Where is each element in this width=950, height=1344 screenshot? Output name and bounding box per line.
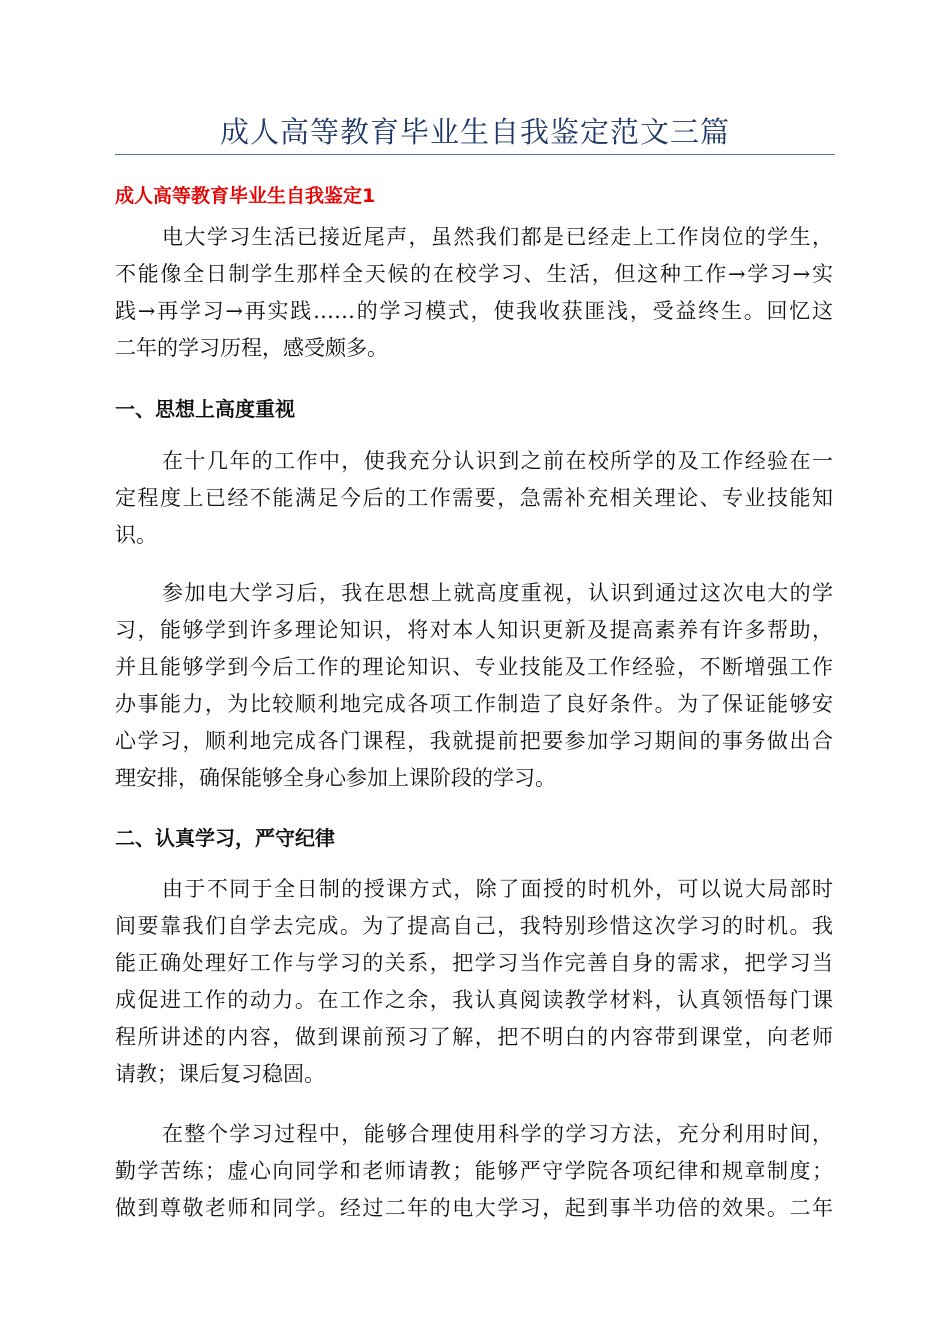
paragraph-line: 做到尊敬老师和同学。经过二年的电大学习，起到事半功倍的效果。二年 bbox=[115, 1196, 833, 1220]
paragraph-line: 请教；课后复习稳固。 bbox=[115, 1062, 325, 1086]
paragraph-line: 由于不同于全日制的授课方式，除了面授的时机外，可以说大局部时 bbox=[162, 877, 833, 901]
paragraph-line: 识。 bbox=[115, 523, 157, 547]
paragraph-line: 参加电大学习后，我在思想上就高度重视，认识到通过这次电大的学 bbox=[162, 581, 833, 605]
title-underline bbox=[115, 154, 835, 155]
heading-thought: 一、思想上高度重视 bbox=[115, 397, 295, 421]
paragraph-line: 程所讲述的内容，做到课前预习了解，把不明白的内容带到课堂，向老师 bbox=[115, 1025, 833, 1049]
intro-line: 二年的学习历程，感受颇多。 bbox=[115, 336, 388, 360]
paragraph-line: 成促进工作的动力。在工作之余，我认真阅读教学材料，认真领悟每门课 bbox=[115, 988, 833, 1012]
document-title: 成人高等教育毕业生自我鉴定范文三篇 bbox=[219, 115, 730, 149]
paragraph-line: 间要靠我们自学去完成。为了提高自己，我特别珍惜这次学习的时机。我 bbox=[115, 914, 833, 938]
paragraph-line: 在十几年的工作中，使我充分认识到之前在校所学的及工作经验在一 bbox=[162, 449, 833, 473]
intro-line: 电大学习生活已接近尾声，虽然我们都是已经走上工作岗位的学生， bbox=[162, 225, 833, 249]
intro-line: 践→再学习→再实践……的学习模式，使我收获匪浅，受益终生。回忆这 bbox=[115, 299, 833, 323]
paragraph-line: 勤学苦练；虚心向同学和老师请教；能够严守学院各项纪律和规章制度； bbox=[115, 1159, 833, 1183]
paragraph-line: 并且能够学到今后工作的理论知识、专业技能及工作经验，不断增强工作 bbox=[115, 655, 833, 679]
heading-study: 二、认真学习，严守纪律 bbox=[115, 826, 335, 850]
intro-line: 不能像全日制学生那样全天候的在校学习、生活，但这种工作→学习→实 bbox=[115, 262, 833, 286]
paragraph-line: 在整个学习过程中，能够合理使用科学的学习方法，充分利用时间， bbox=[162, 1122, 833, 1146]
paragraph-line: 心学习，顺利地完成各门课程，我就提前把要参加学习期间的事务做出合 bbox=[115, 729, 833, 753]
paragraph-line: 理安排，确保能够全身心参加上课阶段的学习。 bbox=[115, 766, 556, 790]
paragraph-line: 能正确处理好工作与学习的关系，把学习当作完善自身的需求，把学习当 bbox=[115, 951, 833, 975]
paragraph-line: 定程度上已经不能满足今后的工作需要，急需补充相关理论、专业技能知 bbox=[115, 486, 833, 510]
section-title: 成人高等教育毕业生自我鉴定1 bbox=[115, 185, 376, 207]
paragraph-line: 办事能力，为比较顺利地完成各项工作制造了良好条件。为了保证能够安 bbox=[115, 692, 833, 716]
paragraph-line: 习，能够学到许多理论知识，将对本人知识更新及提高素养有许多帮助， bbox=[115, 618, 833, 642]
